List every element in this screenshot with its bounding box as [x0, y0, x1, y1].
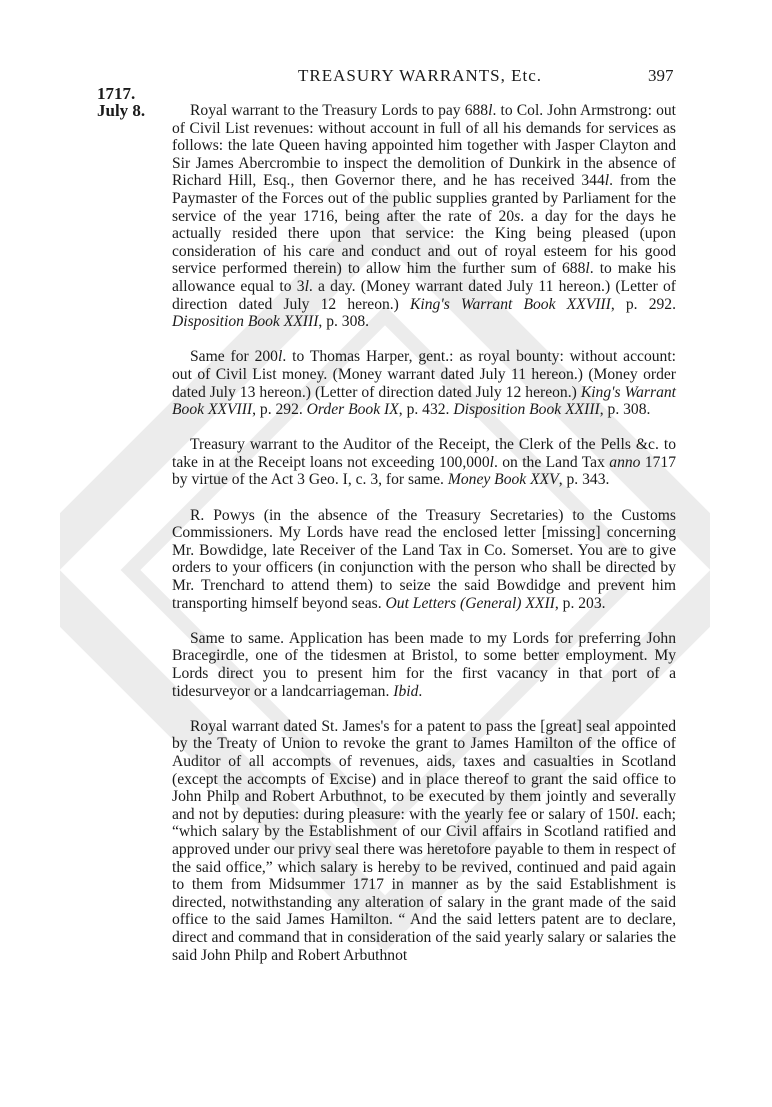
entry-paragraph: [172, 102, 676, 331]
entry-text: . a day. (Money warrant dated July 11 hereon.) (Letter of direction dated July 12 hereon.): [172, 277, 676, 313]
entry-italic-text: l: [488, 102, 493, 119]
entry-paragraph: [172, 630, 676, 700]
entry-italic-text: l: [277, 348, 283, 366]
entry-text: . to Col. John Armstrong: out of Civil List revenues: without account in full of all his demands for services as follows: the late Queen having appointed him together with Jasper Clayton and Sir James Abercrombie to inspect the demolition of Dunkirk in the absence of Richard Hill, Esq., then Governor there, and he has received 344: [172, 102, 676, 190]
entry-text: Royal warrant dated St. James's for a patent to pass the [great] seal appointed by the Treaty of Union to revoke the grant to James Hamilton of the office of Auditor of all accompts of revenues, aids, taxes and casualties in Scotland (except the accompts of Excise) and in place thereof to grant the said office to John Philp and Robert Arbuthnot, to be executed by them jointly and severally and not by deputies: during pleasure: with the yearly fee or salary of 150: [172, 717, 676, 823]
entry-italic-text: l: [604, 172, 610, 190]
entry-italic-text: Money Book XXV: [447, 471, 559, 489]
entry-text: Same to same. Application has been made to my Lords for preferring John Bracegirdle, one of the tidesmen at Bristol, to some better employment. My Lords direct you to present him for the first vacancy in that port of a tidesurveyor or a landcarriageman.: [172, 629, 676, 700]
entry-italic-text: l: [489, 453, 494, 471]
entry-text: .: [418, 682, 423, 700]
entry-text: , p. 203.: [554, 594, 606, 612]
entry-text: 1717 by virtue of the Act 3 Geo. I, c. 3, for same.: [172, 453, 677, 489]
entry-text: . a day for the days he actually resided there upon that service: the King being pleased (upon consideration of his care and conduct and out of royal esteem for his good service performed therein) to allow him the further sum of 688: [172, 207, 676, 278]
entry-text: . to Thomas Harper, gent.: as royal bounty: without account: out of Civil List money. (Money warrant dated July 11 hereon.) (Money order dated July 13 hereon.) (Letter of direction dated July 12 hereon.): [172, 348, 677, 401]
entry-italic-text: Disposition Book XXIII: [172, 313, 319, 331]
entry-text: , p. 308.: [318, 313, 370, 331]
entry-italic-text: l: [585, 260, 590, 278]
entry-text: Treasury warrant to the Auditor of the Receipt, the Clerk of the Pells &c. to take in at the Receipt loans not exceeding 100,000: [172, 436, 676, 471]
entry-text: . each; “which salary by the Establishment of our Civil affairs in Scotland ratified and approved under our privy seal there was heretofore payable to them in respect of the said office,” which salary is hereby to be revived, continued and paid again to them from Midsummer 1717 in manner as by the said Establishment is directed, notwithstanding any alteration of salary in the grant made of the said office to the said James Hamilton. “ And the said letters patent are to declare, direct and command that in consideration of the said yearly salary or salaries the said John Philp and Robert Arbuthnot: [172, 805, 676, 964]
entry-italic-text: Out Letters (General) XXII: [385, 594, 555, 612]
entry-text: . on the Land Tax: [494, 453, 610, 471]
entry-italic-text: King's Warrant Book XXVIII: [410, 295, 611, 313]
entry-paragraph: [172, 507, 676, 613]
entry-text: , p. 292.: [252, 401, 307, 419]
entry-paragraph: [172, 718, 676, 964]
margin-year: 1717.: [97, 84, 136, 103]
margin-date: July 8.: [97, 101, 146, 120]
entry-text: Same for 200: [190, 348, 278, 366]
entry-italic-text: anno: [609, 453, 641, 471]
entry-italic-text: King's Warrant Book XXVIII: [172, 383, 676, 419]
entry-text: , p. 432.: [398, 401, 454, 419]
entry-text: , p. 308.: [599, 401, 651, 419]
entry-italic-text: l: [630, 805, 635, 823]
entry-text: . to make his allowance equal to 3: [172, 260, 676, 295]
entries-body: [172, 102, 676, 982]
entry-italic-text: l: [304, 277, 309, 295]
page-number: 397: [648, 66, 674, 85]
entry-paragraph: [172, 348, 676, 418]
entry-text: , p. 292.: [610, 295, 676, 313]
entry-paragraph: [172, 436, 676, 489]
entry-text: Royal warrant to the Treasury Lords to pay 688: [190, 102, 489, 119]
entry-text: R. Powys (in the absence of the Treasury Secretaries) to the Customs Commissioners. My Lords have read the enclosed letter [missing] concerning Mr. Bowdidge, late Receiver of the Land Tax in Co. Somerset. You are to give orders to your officers (in conjunction with the person who shall be directed by Mr. Trenchard to attend them) to seize the said Bowdidge and prevent him transporting himself beyond seas.: [172, 506, 676, 612]
entry-italic-text: Order Book IX: [306, 401, 399, 419]
running-title: TREASURY WARRANTS, Etc.: [298, 66, 543, 85]
entry-text: . from the Paymaster of the Forces out of the public supplies granted by Parliament for the service of the year 1716, being after the rate of 20: [172, 172, 677, 225]
entry-text: , p. 343.: [558, 471, 610, 489]
entry-italic-text: Disposition Book XXIII: [453, 401, 600, 419]
entry-italic-text: s: [514, 207, 521, 225]
entry-italic-text: Ibid: [393, 682, 419, 700]
